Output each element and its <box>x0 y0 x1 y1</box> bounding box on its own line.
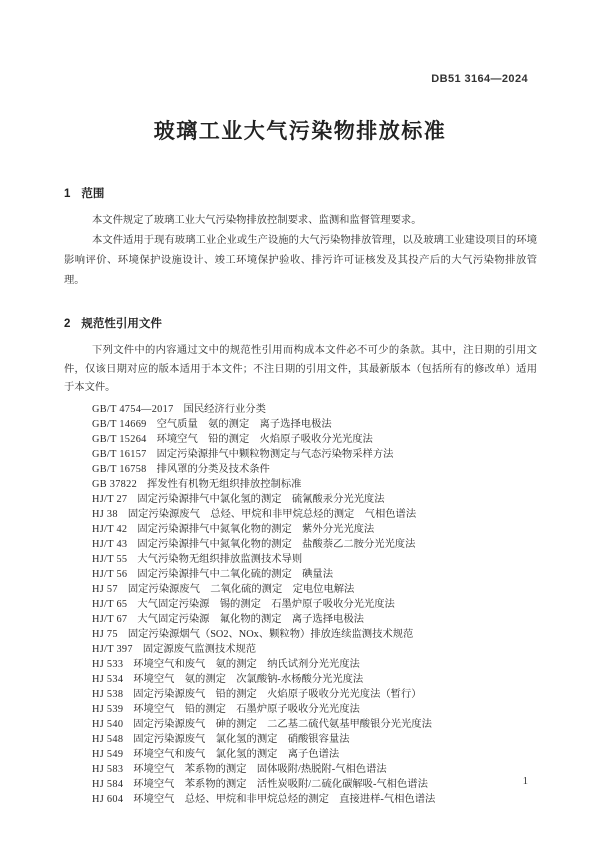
reference-title: 大气污染物无组织排放监测技术导则 <box>137 553 303 565</box>
reference-title: 环境空气 氨的测定 次氯酸钠-水杨酸分光光度法 <box>133 673 364 685</box>
reference-item <box>64 747 537 762</box>
section-1-number: 1 <box>64 188 71 200</box>
reference-title: 环境空气和废气 氯化氢的测定 离子色谱法 <box>133 748 340 760</box>
reference-code: HJ 57 <box>92 583 118 595</box>
reference-item <box>64 672 537 687</box>
reference-title: 环境空气 铅的测定 火焰原子吸收分光光度法 <box>156 433 373 445</box>
reference-title: 环境空气和废气 氨的测定 纳氏试剂分光光度法 <box>133 658 360 670</box>
reference-item <box>64 717 537 732</box>
reference-code: HJ 548 <box>92 733 124 745</box>
reference-code: HJ 549 <box>92 748 124 760</box>
reference-item <box>64 702 537 717</box>
scope-paragraph-2: 本文件适用于现有玻璃工业企业或生产设施的大气污染物排放管理，以及玻璃工业建设项目的环境影响评价、环境保护设施设计、竣工环境保护验收、排污许可证核发及其投产后的大气污染物排放管理。 <box>64 235 537 286</box>
reference-item <box>64 612 537 627</box>
reference-code: GB/T 16157 <box>92 448 147 460</box>
reference-title: 环境空气 苯系物的测定 固体吸附/热脱附-气相色谱法 <box>133 763 387 775</box>
reference-title: 固定污染源废气 砷的测定 二乙基二硫代氨基甲酸银分光光度法 <box>133 718 432 730</box>
reference-code: HJ 75 <box>92 628 118 640</box>
reference-code: HJ 584 <box>92 778 124 790</box>
reference-code: HJ 583 <box>92 763 124 775</box>
document-header <box>0 0 600 85</box>
section-2-heading <box>64 315 537 331</box>
reference-item <box>64 507 537 522</box>
reference-title: 固定污染源排气中颗粒物测定与气态污染物采样方法 <box>156 448 394 460</box>
reference-item <box>64 477 537 492</box>
reference-code: HJ/T 67 <box>92 613 128 625</box>
reference-title: 固定污染源排气中二氧化硫的测定 碘量法 <box>137 568 334 580</box>
reference-title: 固定污染源废气 总烃、甲烷和非甲烷总烃的测定 气相色谱法 <box>127 508 417 520</box>
reference-code: GB 37822 <box>92 478 138 490</box>
reference-title: 环境空气 总烃、甲烷和非甲烷总烃的测定 直接进样-气相色谱法 <box>133 793 436 805</box>
reference-code: HJ 534 <box>92 673 124 685</box>
reference-item <box>64 522 537 537</box>
reference-code: GB/T 16758 <box>92 463 147 475</box>
reference-code: HJ/T 42 <box>92 523 128 535</box>
reference-code: HJ 604 <box>92 793 124 805</box>
page-number: 1 <box>522 776 528 787</box>
reference-title: 大气固定污染源 锡的测定 石墨炉原子吸收分光光度法 <box>137 598 395 610</box>
reference-item <box>64 417 537 432</box>
section-2-number: 2 <box>64 318 71 330</box>
reference-item <box>64 627 537 642</box>
reference-title: 固定源废气监测技术规范 <box>142 643 257 655</box>
reference-code: GB/T 14669 <box>92 418 147 430</box>
reference-code: HJ 538 <box>92 688 124 700</box>
section-2-intro <box>64 342 537 398</box>
reference-item <box>64 567 537 582</box>
reference-code: HJ 533 <box>92 658 124 670</box>
reference-item <box>64 552 537 567</box>
section-1-title: 范围 <box>81 188 105 200</box>
reference-code: HJ/T 43 <box>92 538 128 550</box>
reference-item <box>64 642 537 657</box>
scope-paragraph-1: 本文件规定了玻璃工业大气污染物排放控制要求、监测和监督管理要求。 <box>92 215 422 226</box>
reference-item <box>64 657 537 672</box>
reference-item <box>64 687 537 702</box>
reference-code: HJ/T 56 <box>92 568 128 580</box>
reference-item <box>64 732 537 747</box>
reference-item <box>64 777 537 792</box>
reference-title: 排风罩的分类及技术条件 <box>156 463 270 475</box>
reference-title: 固定污染源废气 氯化氢的测定 硝酸银容量法 <box>133 733 350 745</box>
reference-title: 空气质量 氨的测定 离子选择电极法 <box>156 418 332 430</box>
reference-title: 大气固定污染源 氟化物的测定 离子选择电极法 <box>137 613 364 625</box>
reference-code: HJ 539 <box>92 703 124 715</box>
reference-title: 固定污染源废气 铅的测定 火焰原子吸收分光光度法（暂行） <box>133 688 422 700</box>
reference-list <box>64 402 537 807</box>
reference-title: 固定污染源排气中氮氧化物的测定 盐酸萘乙二胺分光光度法 <box>137 538 416 550</box>
reference-title: 挥发性有机物无组织排放控制标准 <box>147 478 302 490</box>
reference-code: HJ/T 65 <box>92 598 128 610</box>
reference-item <box>64 447 537 462</box>
reference-code: HJ/T 27 <box>92 493 128 505</box>
reference-title: 固定污染源排气中氮氧化物的测定 紫外分光光度法 <box>137 523 375 535</box>
reference-item <box>64 432 537 447</box>
references-intro-paragraph: 下列文件中的内容通过文中的规范性引用而构成本文件必不可少的条款。其中，注日期的引用文件，仅该日期对应的版本适用于本文件；不注日期的引用文件，其最新版本（包括所有的修改单）适用于本文件。 <box>64 345 537 393</box>
reference-item <box>64 537 537 552</box>
standard-code: DB51 3164—2024 <box>431 73 528 85</box>
reference-code: HJ 38 <box>92 508 118 520</box>
reference-title: 固定污染源烟气（SO2、NOx、颗粒物）排放连续监测技术规范 <box>127 628 414 640</box>
reference-code: HJ 540 <box>92 718 124 730</box>
section-normative-references <box>0 315 600 807</box>
reference-code: HJ/T 55 <box>92 553 128 565</box>
reference-code: HJ/T 397 <box>92 643 133 655</box>
reference-item <box>64 402 537 417</box>
reference-item <box>64 582 537 597</box>
reference-title: 固定污染源排气中氯化氢的测定 硫氰酸汞分光光度法 <box>137 493 385 505</box>
document-title: 玻璃工业大气污染物排放标准 <box>153 120 447 143</box>
reference-item <box>64 462 537 477</box>
section-1-body <box>64 211 537 291</box>
reference-item <box>64 762 537 777</box>
section-2-title: 规范性引用文件 <box>81 318 162 330</box>
reference-item <box>64 492 537 507</box>
section-1-heading <box>64 185 537 201</box>
reference-title: 国民经济行业分类 <box>183 403 266 415</box>
reference-code: GB/T 4754—2017 <box>92 403 174 415</box>
reference-item <box>64 597 537 612</box>
reference-title: 固定污染源废气 二氧化硫的测定 定电位电解法 <box>127 583 355 595</box>
section-scope <box>0 185 600 291</box>
reference-title: 环境空气 苯系物的测定 活性炭吸附/二硫化碳解吸-气相色谱法 <box>133 778 428 790</box>
reference-code: GB/T 15264 <box>92 433 147 445</box>
reference-title: 环境空气 铅的测定 石墨炉原子吸收分光光度法 <box>133 703 360 715</box>
reference-item <box>64 792 537 807</box>
